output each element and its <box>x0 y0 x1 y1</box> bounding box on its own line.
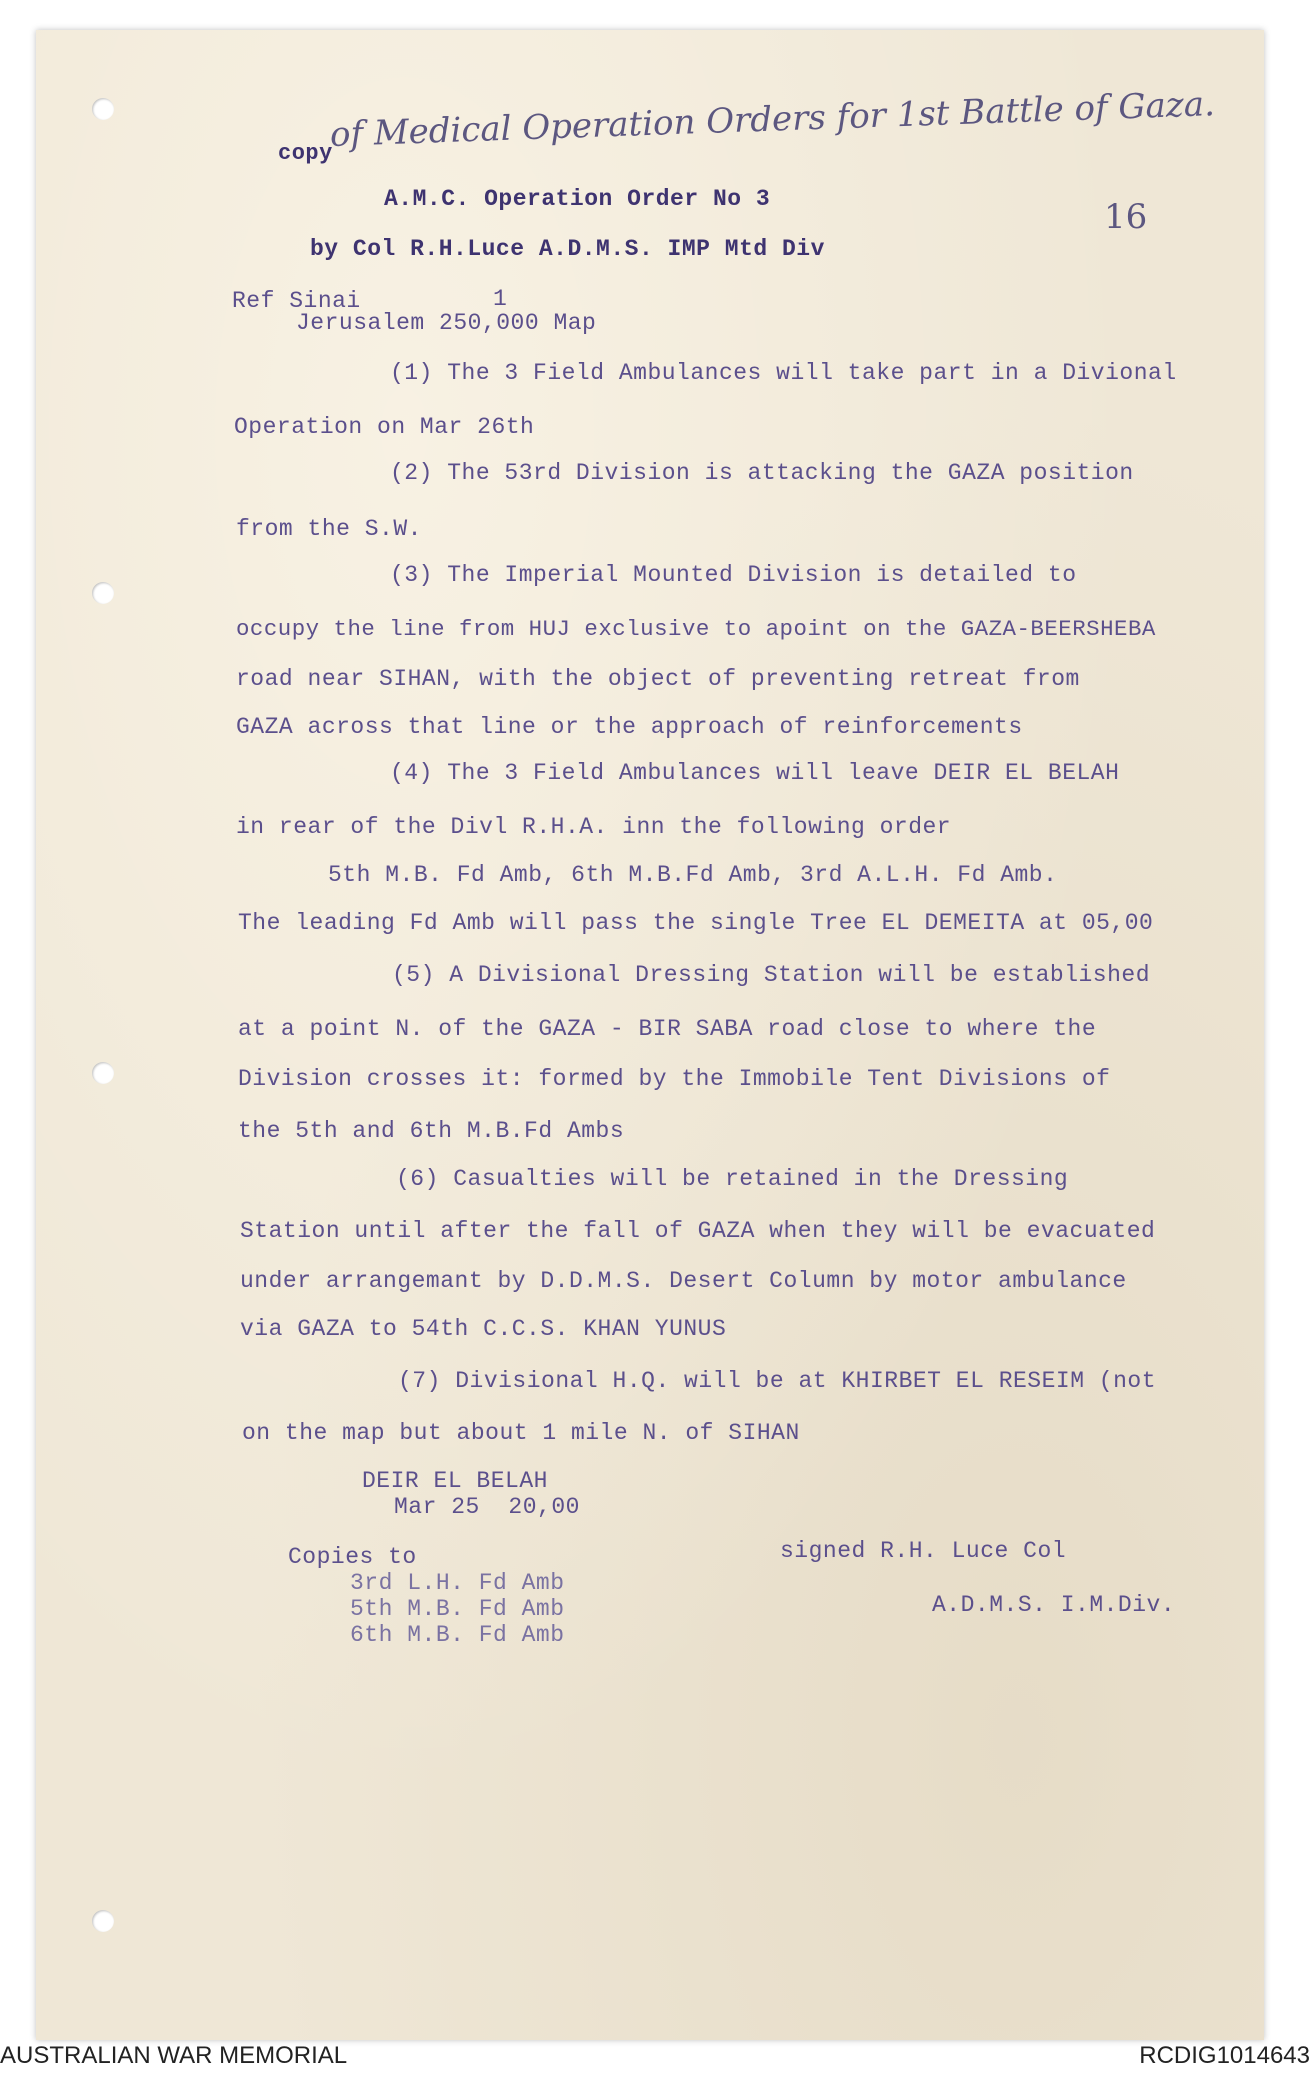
paragraph-5-line: the 5th and 6th M.B.Fd Ambs <box>238 1118 625 1144</box>
copies-recipient: 5th M.B. Fd Amb <box>350 1596 565 1622</box>
paragraph-3-line: GAZA across that line or the approach of reinforcements <box>236 714 1023 740</box>
copies-label: Copies to <box>288 1544 417 1570</box>
punch-hole <box>92 1910 114 1932</box>
paragraph-2-line: from the S.W. <box>236 516 422 542</box>
copy-label: copy <box>278 141 333 166</box>
paragraph-6-line: (6) Casualties will be retained in the Dressing <box>396 1166 1069 1192</box>
reference-line: Ref Sinai <box>232 288 361 314</box>
paragraph-2-line: (2) The 53rd Division is attacking the GAZA position <box>390 460 1134 486</box>
signature-title: A.D.M.S. I.M.Div. <box>932 1592 1176 1618</box>
paragraph-7-line: (7) Divisional H.Q. will be at KHIRBET EL RESEIM (not <box>398 1368 1157 1394</box>
dateline-place: DEIR EL BELAH <box>362 1468 548 1494</box>
paragraph-7-line: on the map but about 1 mile N. of SIHAN <box>242 1420 800 1446</box>
punch-hole <box>92 98 114 120</box>
document-subtitle: by Col R.H.Luce A.D.M.S. IMP Mtd Div <box>310 236 825 262</box>
paragraph-4-line: (4) The 3 Field Ambulances will leave DEIR EL BELAH <box>390 760 1120 786</box>
paragraph-3-line: (3) The Imperial Mounted Division is detailed to <box>390 562 1077 588</box>
paragraph-5-line: Division crosses it: formed by the Immobile Tent Divisions of <box>238 1066 1111 1092</box>
handwritten-annotation: of Medical Operation Orders for 1st Battle of Gaza. <box>329 84 1216 155</box>
paragraph-1-line: Operation on Mar 26th <box>234 414 535 440</box>
paragraph-5-line: (5) A Divisional Dressing Station will be established <box>392 962 1151 988</box>
punch-hole <box>92 1062 114 1084</box>
paragraph-4-line: The leading Fd Amb will pass the single Tree EL DEMEITA at 05,00 <box>238 910 1154 936</box>
paragraph-1-line: (1) The 3 Field Ambulances will take part in a Divional <box>390 360 1177 386</box>
copies-recipient: 6th M.B. Fd Amb <box>350 1622 565 1648</box>
document-title: A.M.C. Operation Order No 3 <box>384 186 771 212</box>
folio-number: 16 <box>1104 197 1148 237</box>
paragraph-3-line: road near SIHAN, with the object of preventing retreat from <box>236 666 1080 692</box>
punch-hole <box>92 582 114 604</box>
paragraph-4-line: 5th M.B. Fd Amb, 6th M.B.Fd Amb, 3rd A.L.H. Fd Amb. <box>328 862 1058 888</box>
paragraph-4-line: in rear of the Divl R.H.A. inn the following order <box>236 814 952 840</box>
paragraph-6-line: under arrangemant by D.D.M.S. Desert Column by motor ambulance <box>240 1268 1127 1294</box>
signature-line: signed R.H. Luce Col <box>780 1538 1067 1564</box>
paragraph-6-line: via GAZA to 54th C.C.S. KHAN YUNUS <box>240 1316 727 1342</box>
paragraph-3-line: occupy the line from HUJ exclusive to apoint on the GAZA-BEERSHEBA <box>236 616 1156 642</box>
footer-left: AUSTRALIAN WAR MEMORIAL <box>0 2042 348 2069</box>
dateline-date: Mar 25 20,00 <box>394 1494 580 1520</box>
copies-recipient: 3rd L.H. Fd Amb <box>350 1570 565 1596</box>
paragraph-5-line: at a point N. of the GAZA - BIR SABA road close to where the <box>238 1016 1097 1042</box>
reference-numerator: 1 <box>493 286 508 312</box>
reference-map: Jerusalem 250,000 Map <box>296 310 597 336</box>
footer-right: RCDIG1014643 <box>1139 2042 1310 2069</box>
paragraph-6-line: Station until after the fall of GAZA when they will be evacuated <box>240 1218 1156 1244</box>
